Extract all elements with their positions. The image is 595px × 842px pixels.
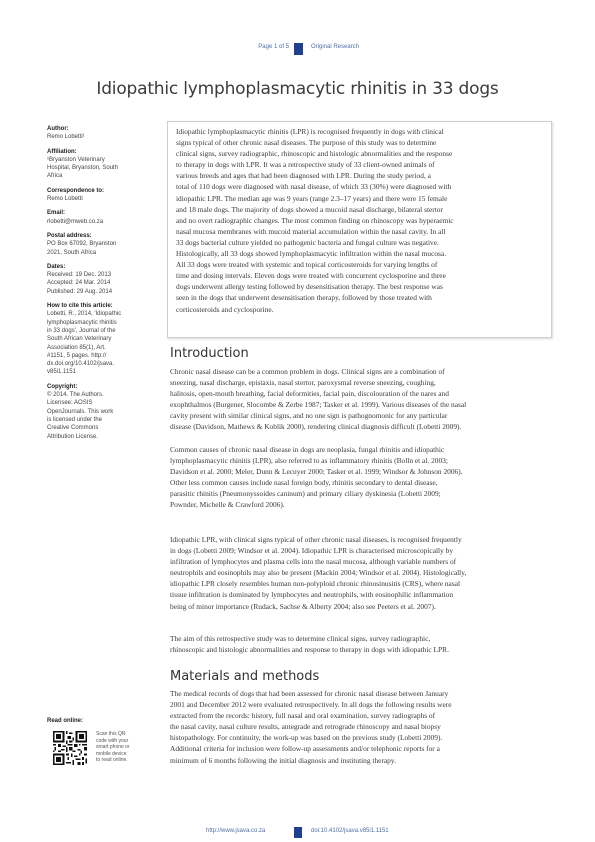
body-line: extracted from the records: history, full nasal and oral examination, survey radiographs of <box>170 711 436 721</box>
copyright-line: Creative Commons <box>47 425 99 432</box>
copyright-label: Copyright: <box>47 383 78 390</box>
citation-doi-link[interactable]: v85i1.1151 <box>47 369 76 376</box>
read-online-label: Read online: <box>47 718 84 724</box>
email-info <box>47 209 155 226</box>
read-online-instructions <box>96 731 130 764</box>
body-line: histopathology. For continuity, the work-up was based on the previous study (Lobetti 2009). <box>170 733 443 743</box>
body-line: parasitic rhinitis (Pneumonyssoides caninum) and primary ciliary dyskinesia (Lobetti 2009; <box>170 489 441 499</box>
copyright-info <box>47 383 155 441</box>
correspondence-name: Remo Lobetti <box>47 196 83 203</box>
abstract-line: time and dosing intervals. Eleven dogs were treated with concurrent cyclosporine and three <box>176 271 446 281</box>
body-line: rhinoscopic and histologic abnormalities and response to therapy in dogs with idiopathic LPR. <box>170 645 449 655</box>
abstract-line: All 33 dogs were treated with systemic and topical corticosteroids for varying lengths of <box>176 260 438 270</box>
copyright-line: © 2014. The Authors. <box>47 392 104 399</box>
abstract-line: corticosteroids and cyclosporine. <box>176 304 274 314</box>
body-line: minimum of 6 months following the initial diagnosis and instituting therapy. <box>170 755 396 765</box>
abstract-line: seen in the dogs that underwent desensitisation therapy, followed by those treated with <box>176 293 432 303</box>
correspondence-info <box>47 187 155 204</box>
abstract-line: Histologically, all 33 dogs showed lymphoplasmacytic infiltration within the nasal mucosa. <box>176 249 447 259</box>
abstract-line: dogs underwent allergy testing followed by desensitisation therapy. The best response was <box>176 282 443 292</box>
body-line: tissue infiltration is dominated by lymphocytes and neutrophils, with eosinophilic inflammation <box>170 590 454 600</box>
read-online-line: to read online. <box>96 757 128 764</box>
author-label: Author: <box>47 126 69 132</box>
methods-heading: Materials and methods <box>170 669 320 684</box>
intro-paragraph-3 <box>170 534 554 612</box>
date-published: Published: 29 Aug. 2014 <box>47 288 113 295</box>
author-name: Remo Lobetti¹ <box>47 134 85 141</box>
body-line: Common causes of chronic nasal disease in dogs are neoplasia, fungal rhinitis and idiopathic <box>170 445 445 454</box>
body-line: Additional criteria for inclusion were follow-up assessments and/or telephonic reports for a <box>170 744 440 754</box>
abstract-line: signs typical of other chronic nasal diseases. The purpose of this study was to determine <box>176 138 437 148</box>
page-footer <box>0 828 595 840</box>
article-title: Idiopathic lymphoplasmacytic rhinitis in 33 dogs <box>96 79 499 99</box>
body-line: infiltration of lymphocytes and plasma cells into the nasal mucosa, although variable numbers of <box>170 557 457 567</box>
citation-line: Lobetti, R., 2014, 'Idiopathic <box>47 311 122 318</box>
body-line: The medical records of dogs that had been assessed for chronic nasal disease between January <box>170 689 449 698</box>
author-info <box>47 125 155 142</box>
page-number: Page 1 of 5 <box>258 44 289 50</box>
doi-link[interactable]: doi:10.4102/jsava.v85i1.1151 <box>311 828 389 834</box>
postal-info <box>47 232 155 257</box>
abstract-line: nasal mucosa membranes with mucoid material accumulation within the nasal cavity. In all <box>176 226 446 236</box>
email-label: Email: <box>47 210 66 217</box>
postal-line: PO Box 67092, Bryanston <box>47 241 117 248</box>
abstract-line: to therapy in dogs with LPR. It was a retrospective study of 33 client-owned animals of <box>176 160 435 170</box>
citation-info <box>47 302 155 377</box>
body-line: Pownder, Michelle & Crawford 2006). <box>170 500 285 510</box>
body-line: being of minor importance (Rudack, Sachse & Alberty 2004; also see Peeters et al. 2007). <box>170 601 436 611</box>
read-online-line: mobile device <box>96 750 127 757</box>
intro-paragraph-2 <box>170 444 554 511</box>
citation-line: #1151, 5 pages. http:// <box>47 352 107 359</box>
postal-line: 2021, South Africa <box>47 249 97 256</box>
body-line: cavity present with similar clinical signs, and no one sign is pathognomonic for any particular <box>170 411 448 421</box>
abstract-box <box>167 121 552 338</box>
body-line: Other less common causes include nasal foreign body, rhinitis secondary to dental disease, <box>170 478 438 488</box>
article-sidebar <box>47 125 155 447</box>
date-accepted: Accepted: 24 Mar. 2014 <box>47 280 111 287</box>
copyright-line: is licensed under the <box>47 416 103 423</box>
body-line: idiopathic LPR closely resembles human non-polyploid chronic rhinosinusitis (CRS), where nasal <box>170 579 461 589</box>
abstract-line: and 18 male dogs. The majority of dogs showed a mucoid nasal discharge, bilateral stertor <box>176 204 443 214</box>
page-header <box>0 44 595 56</box>
footer-accent-block <box>294 827 302 838</box>
body-line: lymphoplasmacytic rhinitis (LPR), also referred to as inflammatory rhinitis (Bolln et al. 2003; <box>170 456 448 466</box>
dates-label: Dates: <box>47 263 66 270</box>
abstract-line: clinical signs, survey radiographic, rhinoscopic and histologic abnormalities and the response <box>176 149 453 159</box>
journal-url-link[interactable]: http://www.jsava.co.za <box>206 828 266 834</box>
abstract-line: and no overt radiographic changes. The most common finding on rhinoscopy was hyperaemic <box>176 215 454 225</box>
affiliation-line: Africa <box>47 173 63 180</box>
citation-line: Association 85(1), Art. <box>47 344 106 351</box>
header-accent-block <box>294 43 303 55</box>
read-online-line: smart phone or <box>96 744 130 751</box>
body-line: disease (Davidson, Mathews & Koblik 2000), rendering clinical diagnosis difficult (Lobetti 2009). <box>170 422 462 432</box>
copyright-line: OpenJournals. This work <box>47 408 114 415</box>
read-online-line: code with your <box>96 737 129 744</box>
body-line: sneezing, nasal discharge, epistaxis, nasal stertor, paroxysmal reverse sneezing, coughing, <box>170 378 436 388</box>
abstract-line: various breeds and ages that had been diagnosed with LPR. During the study period, a <box>176 171 431 181</box>
abstract-line: total of 110 dogs were diagnosed with nasal disease, of which 33 (30%) were diagnosed with <box>176 182 452 192</box>
citation-line: in 33 dogs', Journal of the <box>47 327 116 334</box>
body-line: in dogs (Lobetti 2009; Windsor et al. 2004). Idiopathic LPR is characterised microscopically by <box>170 546 454 556</box>
affiliation-line: ¹Bryanston Veterinary <box>47 156 105 163</box>
copyright-line: Licensee: AOSIS <box>47 400 93 407</box>
body-line: exophthalmos (Burgener, Slocombe & Zerbe 1987; Tasker et al. 1999). Various diseases of the nasal <box>170 400 467 410</box>
read-online-panel <box>47 718 155 780</box>
citation-label: How to cite this article: <box>47 303 113 310</box>
qr-code-icon[interactable] <box>53 731 87 765</box>
email-address[interactable]: rlobetti@mweb.co.za <box>47 218 104 225</box>
article-section: Original Research <box>311 44 360 50</box>
methods-paragraph <box>170 688 554 766</box>
intro-paragraph-1 <box>170 366 554 433</box>
body-line: neutrophils and eosinophils may also be present (Mackin 2004; Windsor et al. 2004). Histologically, <box>170 568 467 578</box>
abstract-line: Idiopathic lymphoplasmacytic rhinitis (LPR) is recognised frequently in dogs with clinical <box>176 127 444 136</box>
dates-info <box>47 263 155 296</box>
citation-doi-link[interactable]: dx.doi.org/10.4102/jsava. <box>47 361 115 368</box>
affiliation-line: Hospital, Bryanston, South <box>47 165 119 172</box>
intro-paragraph-4 <box>170 633 554 655</box>
affiliation-info <box>47 148 155 181</box>
copyright-line: Attribution License. <box>47 433 99 440</box>
introduction-heading: Introduction <box>170 346 249 361</box>
body-line: halitosis, open-mouth breathing, facial deformities, facial pain, discolouration of the nares and <box>170 389 449 399</box>
body-line: 2001 and December 2012 were evaluated retrospectively. In all dogs the following results were <box>170 700 452 710</box>
body-line: Chronic nasal disease can be a common problem in dogs. Clinical signs are a combination of <box>170 367 445 376</box>
abstract-line: idiopathic LPR. The median age was 9 years (range 2.3–17 years) and there were 15 female <box>176 193 448 203</box>
body-line: The aim of this retrospective study was to determine clinical signs, survey radiographic, <box>170 634 431 643</box>
date-received: Received: 19 Dec. 2013 <box>47 272 112 279</box>
body-line: Idiopathic LPR, with clinical signs typical of other chronic nasal diseases, is recognised frequently <box>170 535 462 544</box>
citation-line: South African Veterinary <box>47 336 112 343</box>
affiliation-label: Affiliation: <box>47 148 77 155</box>
correspondence-label: Correspondence to: <box>47 187 105 194</box>
read-online-line: Scan this QR <box>96 731 126 737</box>
body-line: the nasal cavity, nasal culture results, antegrade and retrograde rhinoscopy and nasal biopsy <box>170 722 441 732</box>
citation-line: lymphoplasmacytic rhinitis <box>47 319 117 326</box>
body-line: Davidson et al. 2000; Meler, Dunn & Lecuyer 2000; Tasker et al. 1999; Windsor & Johnson 2006). <box>170 467 463 477</box>
postal-label: Postal address: <box>47 232 92 239</box>
abstract-line: 33 dogs bacterial culture yielded no pathogenic bacteria and fungal culture was negative. <box>176 237 439 247</box>
